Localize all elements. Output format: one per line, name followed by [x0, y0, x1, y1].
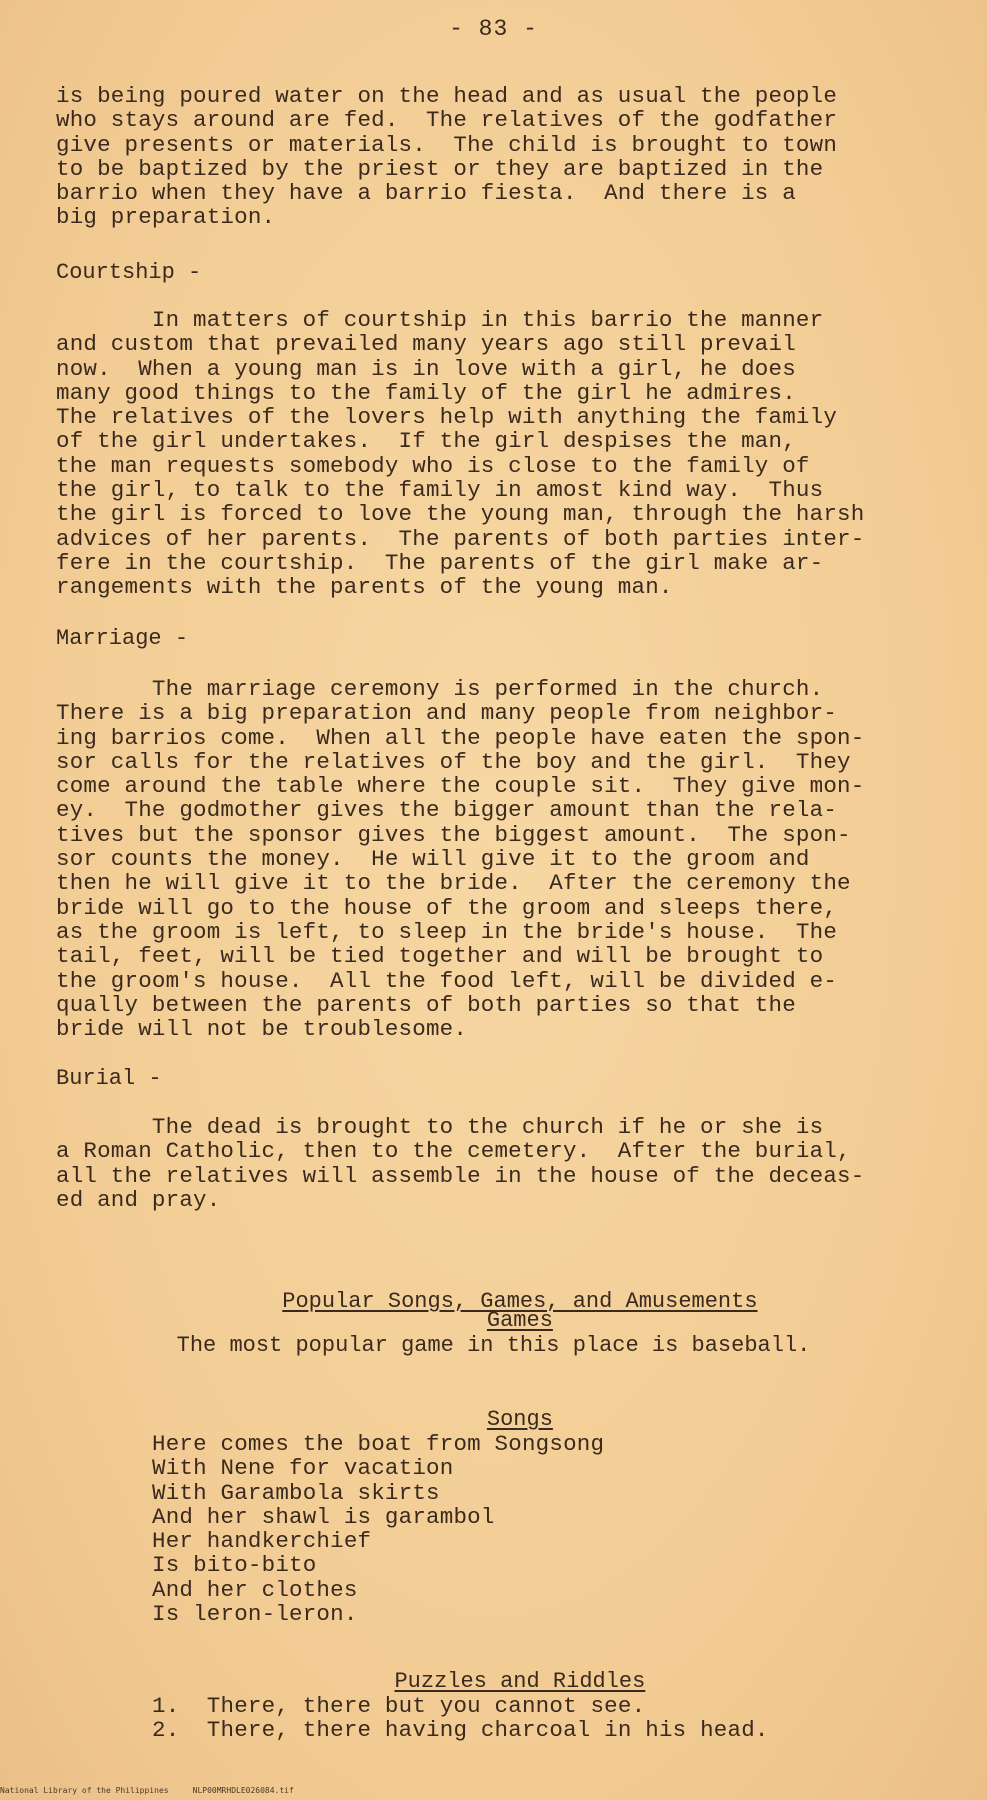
marriage-paragraph: The marriage ceremony is performed in the church. There is a big preparation and many people from neighbor- ing barrios come. When all the people have eaten the spon- sor calls for the relatives of the boy and the girl. They come around the table where the couple sit. They give mon- ey. The godmother gives the bigger amount than the rela- tives but the sponsor gives the biggest amount. The spon- sor counts the money. He will give it to the groom and then he will give it to the bride. After the ceremony the bride will go to the house of the groom and sleeps there, as the groom is left, to sleep in the bride's house. The tail, feet, will be tied together and will be brought to the groom's house. All the food left, will be divided e- qually between the parents of both parties so that the bride will not be troublesome.: [56, 676, 865, 1043]
burial-paragraph: The dead is brought to the church if he or she is a Roman Catholic, then to the cemetery. After the burial, all the relatives will assemble in the house of the deceas- ed and pray.: [56, 1114, 865, 1213]
baptism-paragraph: is being poured water on the head and as usual the people who stays around are fed. The relatives of the godfather give presents or materials. The child is brought to town to be baptized by the priest or they are baptized in the barrio when they have a barrio fiesta. And there is a big preparation.: [56, 83, 838, 231]
songs-heading-text: Songs: [486, 1407, 553, 1432]
puzzles-heading-text: Puzzles and Riddles: [394, 1669, 646, 1694]
song-lyrics: Here comes the boat from Songsong With Nene for vacation With Garambola skirts And her shawl is garambol Her handkerchief Is bito-bito And her clothes Is leron-leron.: [152, 1431, 605, 1628]
courtship-paragraph: In matters of courtship in this barrio the manner and custom that prevailed many years ago still prevail now. When a young man is in love with a girl, he does many good things to the family of the girl he admires. The relatives of the lovers help with anything the family of the girl undertakes. If the girl despises the man, the man requests somebody who is close to the family of the girl, to talk to the family in amost kind way. Thus the girl is forced to love the young man, through the harsh advices of her parents. The parents of both parties inter- fere in the courtship. The parents of the girl make ar- rangements with the parents of the young man.: [56, 307, 865, 601]
courtship-heading: Courtship -: [56, 260, 202, 285]
page-number: - 83 -: [449, 16, 538, 42]
games-heading-text: Games: [486, 1308, 553, 1333]
burial-heading: Burial -: [56, 1066, 162, 1091]
section-title-text: Popular Songs, Games, and Amusements: [282, 1289, 758, 1314]
riddle-item: 1. There, there but you cannot see.: [152, 1693, 646, 1719]
archive-footer: National Library of the Philippines NLP00MRHDLE026084.tif: [0, 1786, 294, 1795]
marriage-heading: Marriage -: [56, 626, 189, 651]
riddle-item: 2. There, there having charcoal in his head.: [152, 1717, 769, 1743]
games-text: The most popular game in this place is baseball.: [176, 1333, 811, 1358]
